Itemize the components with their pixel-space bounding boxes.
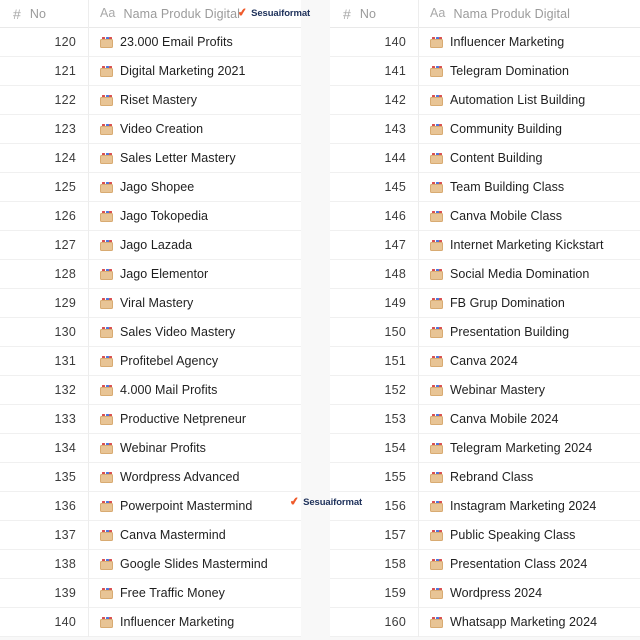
column-header-no-label: No — [29, 6, 47, 21]
table-row[interactable] — [330, 144, 640, 173]
product-name-cell[interactable] — [418, 579, 640, 608]
table-row[interactable] — [330, 289, 640, 318]
row-number-cell: 131 — [54, 354, 76, 368]
card-index-dividers-icon — [430, 356, 443, 367]
product-name-label: Team Building Class — [450, 180, 565, 194]
text-aa-icon: Aa — [100, 6, 116, 21]
table-row[interactable] — [330, 260, 640, 289]
card-index-dividers-icon — [100, 240, 113, 251]
card-index-dividers-icon — [430, 153, 443, 164]
row-number-cell: 141 — [384, 64, 406, 78]
product-name-cell[interactable] — [418, 318, 640, 347]
product-name-label: Riset Mastery — [120, 93, 198, 107]
product-name-label: Telegram Domination — [450, 64, 570, 78]
product-name-cell[interactable] — [418, 289, 640, 318]
check-mark-icon: ✔ — [237, 6, 248, 20]
row-number-cell: 135 — [54, 470, 76, 484]
product-name-label: Video Creation — [120, 122, 204, 136]
product-name-label: Powerpoint Mastermind — [120, 499, 253, 513]
product-name-cell[interactable] — [88, 260, 301, 289]
product-name-cell[interactable] — [418, 28, 640, 57]
row-number-cell: 133 — [54, 412, 76, 426]
product-name-cell[interactable] — [88, 608, 301, 637]
row-number-cell: 159 — [384, 586, 406, 600]
product-name-label: 23.000 Email Profits — [120, 35, 233, 49]
row-number-cell: 140 — [384, 35, 406, 49]
table-row[interactable] — [0, 231, 301, 260]
product-name-cell[interactable] — [88, 28, 301, 57]
table-row[interactable] — [330, 376, 640, 405]
product-name-label: Sales Video Mastery — [120, 325, 236, 339]
card-index-dividers-icon — [100, 298, 113, 309]
product-name-label: Canva 2024 — [450, 354, 518, 368]
table-row[interactable] — [0, 28, 301, 57]
table-row[interactable] — [0, 434, 301, 463]
table-row[interactable] — [0, 376, 301, 405]
product-name-cell[interactable] — [418, 463, 640, 492]
row-number-cell: 143 — [384, 122, 406, 136]
table-row[interactable] — [0, 492, 301, 521]
product-name-cell[interactable] — [88, 492, 301, 521]
card-index-dividers-icon — [100, 269, 113, 280]
column-header-name-label: Nama Produk Digital — [453, 6, 571, 21]
card-index-dividers-icon — [430, 414, 443, 425]
column-header-no-label: No — [359, 6, 377, 21]
table-row[interactable] — [0, 550, 301, 579]
card-index-dividers-icon — [100, 501, 113, 512]
table-row[interactable] — [330, 202, 640, 231]
table-row[interactable] — [330, 347, 640, 376]
table-row[interactable] — [330, 86, 640, 115]
product-name-cell[interactable] — [418, 173, 640, 202]
product-name-cell[interactable] — [418, 231, 640, 260]
product-name-cell[interactable] — [418, 86, 640, 115]
table-row[interactable] — [0, 318, 301, 347]
row-number-cell: 153 — [384, 412, 406, 426]
card-index-dividers-icon — [430, 327, 443, 338]
card-index-dividers-icon — [430, 385, 443, 396]
product-name-cell[interactable] — [418, 144, 640, 173]
right-table-body — [330, 28, 640, 637]
product-name-label: Internet Marketing Kickstart — [450, 238, 604, 252]
row-number-cell: 158 — [384, 557, 406, 571]
product-name-label: Profitebel Agency — [120, 354, 219, 368]
product-name-label: Productive Netpreneur — [120, 412, 247, 426]
product-name-label: Wordpress 2024 — [450, 586, 543, 600]
table-row[interactable] — [0, 579, 301, 608]
table-row[interactable] — [330, 579, 640, 608]
card-index-dividers-icon — [100, 414, 113, 425]
row-number-cell: 142 — [384, 93, 406, 107]
row-number-cell: 136 — [54, 499, 76, 513]
product-name-cell[interactable] — [88, 521, 301, 550]
text-aa-icon: Aa — [430, 6, 446, 21]
table-row[interactable] — [0, 347, 301, 376]
column-header-name[interactable] — [418, 0, 640, 28]
status-badge-sesuaiformat-top — [238, 8, 310, 19]
table-row[interactable] — [0, 86, 301, 115]
row-number-cell: 139 — [54, 586, 76, 600]
card-index-dividers-icon — [100, 559, 113, 570]
product-name-cell[interactable] — [88, 144, 301, 173]
product-name-cell[interactable] — [88, 405, 301, 434]
check-mark-icon: ✔ — [289, 495, 300, 509]
row-number-cell: 156 — [384, 499, 406, 513]
product-name-label: Viral Mastery — [120, 296, 194, 310]
product-name-label: Free Traffic Money — [120, 586, 225, 600]
status-badge-sesuaiformat-middle — [290, 497, 362, 508]
card-index-dividers-icon — [430, 588, 443, 599]
product-name-cell[interactable] — [418, 492, 640, 521]
card-index-dividers-icon — [430, 501, 443, 512]
product-name-label: Rebrand Class — [450, 470, 534, 484]
product-name-cell[interactable] — [88, 202, 301, 231]
product-name-label: FB Grup Domination — [450, 296, 565, 310]
product-name-cell[interactable] — [418, 115, 640, 144]
row-number-cell: 147 — [384, 238, 406, 252]
product-name-label: Jago Tokopedia — [120, 209, 209, 223]
card-index-dividers-icon — [100, 211, 113, 222]
product-name-cell[interactable] — [418, 550, 640, 579]
row-number-cell: 121 — [54, 64, 76, 78]
product-name-label: Whatsapp Marketing 2024 — [450, 615, 598, 629]
table-row[interactable] — [330, 405, 640, 434]
product-name-cell[interactable] — [88, 463, 301, 492]
product-name-label: Canva Mobile Class — [450, 209, 563, 223]
product-name-cell[interactable] — [88, 173, 301, 202]
row-number-cell: 137 — [54, 528, 76, 542]
product-name-label: Community Building — [450, 122, 563, 136]
card-index-dividers-icon — [430, 472, 443, 483]
card-index-dividers-icon — [430, 37, 443, 48]
product-name-cell[interactable] — [418, 202, 640, 231]
row-number-cell: 152 — [384, 383, 406, 397]
product-name-cell[interactable] — [88, 434, 301, 463]
row-number-cell: 154 — [384, 441, 406, 455]
column-header-no[interactable] — [330, 0, 418, 28]
card-index-dividers-icon — [430, 66, 443, 77]
hash-icon: # — [343, 5, 351, 22]
product-name-label: Instagram Marketing 2024 — [450, 499, 597, 513]
table-row[interactable] — [330, 173, 640, 202]
table-row[interactable] — [0, 608, 301, 637]
row-number-cell: 151 — [384, 354, 406, 368]
product-name-cell[interactable] — [88, 115, 301, 144]
hash-icon: # — [13, 5, 21, 22]
product-name-label: Webinar Profits — [120, 441, 206, 455]
table-row[interactable] — [0, 463, 301, 492]
product-name-cell[interactable] — [88, 289, 301, 318]
status-badge-label: Sesuaiformat — [251, 8, 311, 19]
card-index-dividers-icon — [100, 617, 113, 628]
left-table-body — [0, 28, 301, 637]
product-name-label: Presentation Class 2024 — [450, 557, 588, 571]
table-row[interactable] — [330, 608, 640, 637]
product-name-label: Influencer Marketing — [120, 615, 235, 629]
product-name-cell[interactable] — [418, 57, 640, 86]
card-index-dividers-icon — [430, 617, 443, 628]
card-index-dividers-icon — [100, 182, 113, 193]
product-name-label: 4.000 Mail Profits — [120, 383, 218, 397]
product-name-label: Google Slides Mastermind — [120, 557, 268, 571]
card-index-dividers-icon — [430, 182, 443, 193]
product-name-label: Canva Mastermind — [120, 528, 226, 542]
product-name-cell[interactable] — [88, 376, 301, 405]
product-name-cell[interactable] — [418, 434, 640, 463]
card-index-dividers-icon — [430, 124, 443, 135]
card-index-dividers-icon — [100, 472, 113, 483]
row-number-cell: 132 — [54, 383, 76, 397]
product-name-label: Canva Mobile 2024 — [450, 412, 559, 426]
card-index-dividers-icon — [100, 66, 113, 77]
table-row[interactable] — [330, 492, 640, 521]
product-name-cell[interactable] — [418, 376, 640, 405]
product-name-label: Wordpress Advanced — [120, 470, 240, 484]
row-number-cell: 129 — [54, 296, 76, 310]
card-index-dividers-icon — [100, 356, 113, 367]
product-name-label: Content Building — [450, 151, 543, 165]
table-row[interactable] — [330, 521, 640, 550]
product-name-cell[interactable] — [88, 347, 301, 376]
table-row[interactable] — [0, 202, 301, 231]
table-row[interactable] — [0, 289, 301, 318]
row-number-cell: 126 — [54, 209, 76, 223]
product-name-cell[interactable] — [88, 231, 301, 260]
card-index-dividers-icon — [430, 240, 443, 251]
product-name-label: Influencer Marketing — [450, 35, 565, 49]
product-name-cell[interactable] — [418, 405, 640, 434]
product-name-cell[interactable] — [88, 86, 301, 115]
product-name-label: Webinar Mastery — [450, 383, 545, 397]
product-name-cell[interactable] — [418, 260, 640, 289]
product-name-label: Automation List Building — [450, 93, 586, 107]
row-number-cell: 144 — [384, 151, 406, 165]
card-index-dividers-icon — [100, 327, 113, 338]
row-number-cell: 130 — [54, 325, 76, 339]
row-number-cell: 157 — [384, 528, 406, 542]
table-row[interactable] — [0, 57, 301, 86]
card-index-dividers-icon — [430, 298, 443, 309]
row-number-cell: 124 — [54, 151, 76, 165]
table-row[interactable] — [0, 260, 301, 289]
table-row[interactable] — [330, 434, 640, 463]
row-number-cell: 134 — [54, 441, 76, 455]
row-number-cell: 148 — [384, 267, 406, 281]
product-name-cell[interactable] — [88, 550, 301, 579]
product-name-label: Jago Lazada — [120, 238, 193, 252]
table-row[interactable] — [0, 173, 301, 202]
row-number-cell: 150 — [384, 325, 406, 339]
row-number-cell: 125 — [54, 180, 76, 194]
row-number-cell: 155 — [384, 470, 406, 484]
product-name-label: Presentation Building — [450, 325, 570, 339]
product-name-label: Public Speaking Class — [450, 528, 576, 542]
column-header-name-label: Nama Produk Digital — [123, 6, 241, 21]
row-number-cell: 127 — [54, 238, 76, 252]
row-number-cell: 128 — [54, 267, 76, 281]
table-row[interactable] — [330, 28, 640, 57]
product-name-cell[interactable] — [418, 521, 640, 550]
row-number-cell: 123 — [54, 122, 76, 136]
table-row[interactable] — [330, 318, 640, 347]
card-index-dividers-icon — [430, 211, 443, 222]
card-index-dividers-icon — [100, 153, 113, 164]
row-number-cell: 122 — [54, 93, 76, 107]
card-index-dividers-icon — [430, 530, 443, 541]
card-index-dividers-icon — [100, 530, 113, 541]
table-header-row — [330, 0, 640, 28]
card-index-dividers-icon — [100, 588, 113, 599]
product-name-cell[interactable] — [88, 318, 301, 347]
product-name-label: Digital Marketing 2021 — [120, 64, 246, 78]
row-number-cell: 145 — [384, 180, 406, 194]
table-row[interactable] — [0, 405, 301, 434]
row-number-cell: 138 — [54, 557, 76, 571]
row-number-cell: 120 — [54, 35, 76, 49]
row-number-cell: 160 — [384, 615, 406, 629]
product-name-label: Jago Shopee — [120, 180, 195, 194]
card-index-dividers-icon — [430, 443, 443, 454]
table-row[interactable] — [330, 550, 640, 579]
product-name-label: Jago Elementor — [120, 267, 209, 281]
product-name-cell[interactable] — [88, 579, 301, 608]
table-row[interactable] — [0, 115, 301, 144]
table-row[interactable] — [330, 57, 640, 86]
row-number-cell: 146 — [384, 209, 406, 223]
row-number-cell: 149 — [384, 296, 406, 310]
table-row[interactable] — [330, 463, 640, 492]
card-index-dividers-icon — [430, 559, 443, 570]
row-number-cell: 140 — [54, 615, 76, 629]
product-name-cell[interactable] — [88, 57, 301, 86]
table-row[interactable] — [0, 144, 301, 173]
card-index-dividers-icon — [100, 95, 113, 106]
card-index-dividers-icon — [430, 269, 443, 280]
table-row[interactable] — [0, 521, 301, 550]
product-name-cell[interactable] — [418, 347, 640, 376]
right-product-table — [330, 0, 640, 637]
card-index-dividers-icon — [430, 95, 443, 106]
column-header-no[interactable] — [0, 0, 88, 28]
table-row[interactable] — [330, 115, 640, 144]
status-badge-label: Sesuaiformat — [303, 497, 363, 508]
card-index-dividers-icon — [100, 443, 113, 454]
product-name-label: Telegram Marketing 2024 — [450, 441, 593, 455]
card-index-dividers-icon — [100, 385, 113, 396]
card-index-dividers-icon — [100, 37, 113, 48]
table-row[interactable] — [330, 231, 640, 260]
product-name-cell[interactable] — [418, 608, 640, 637]
card-index-dividers-icon — [100, 124, 113, 135]
product-name-label: Social Media Domination — [450, 267, 590, 281]
left-product-table — [0, 0, 301, 637]
product-name-label: Sales Letter Mastery — [120, 151, 236, 165]
